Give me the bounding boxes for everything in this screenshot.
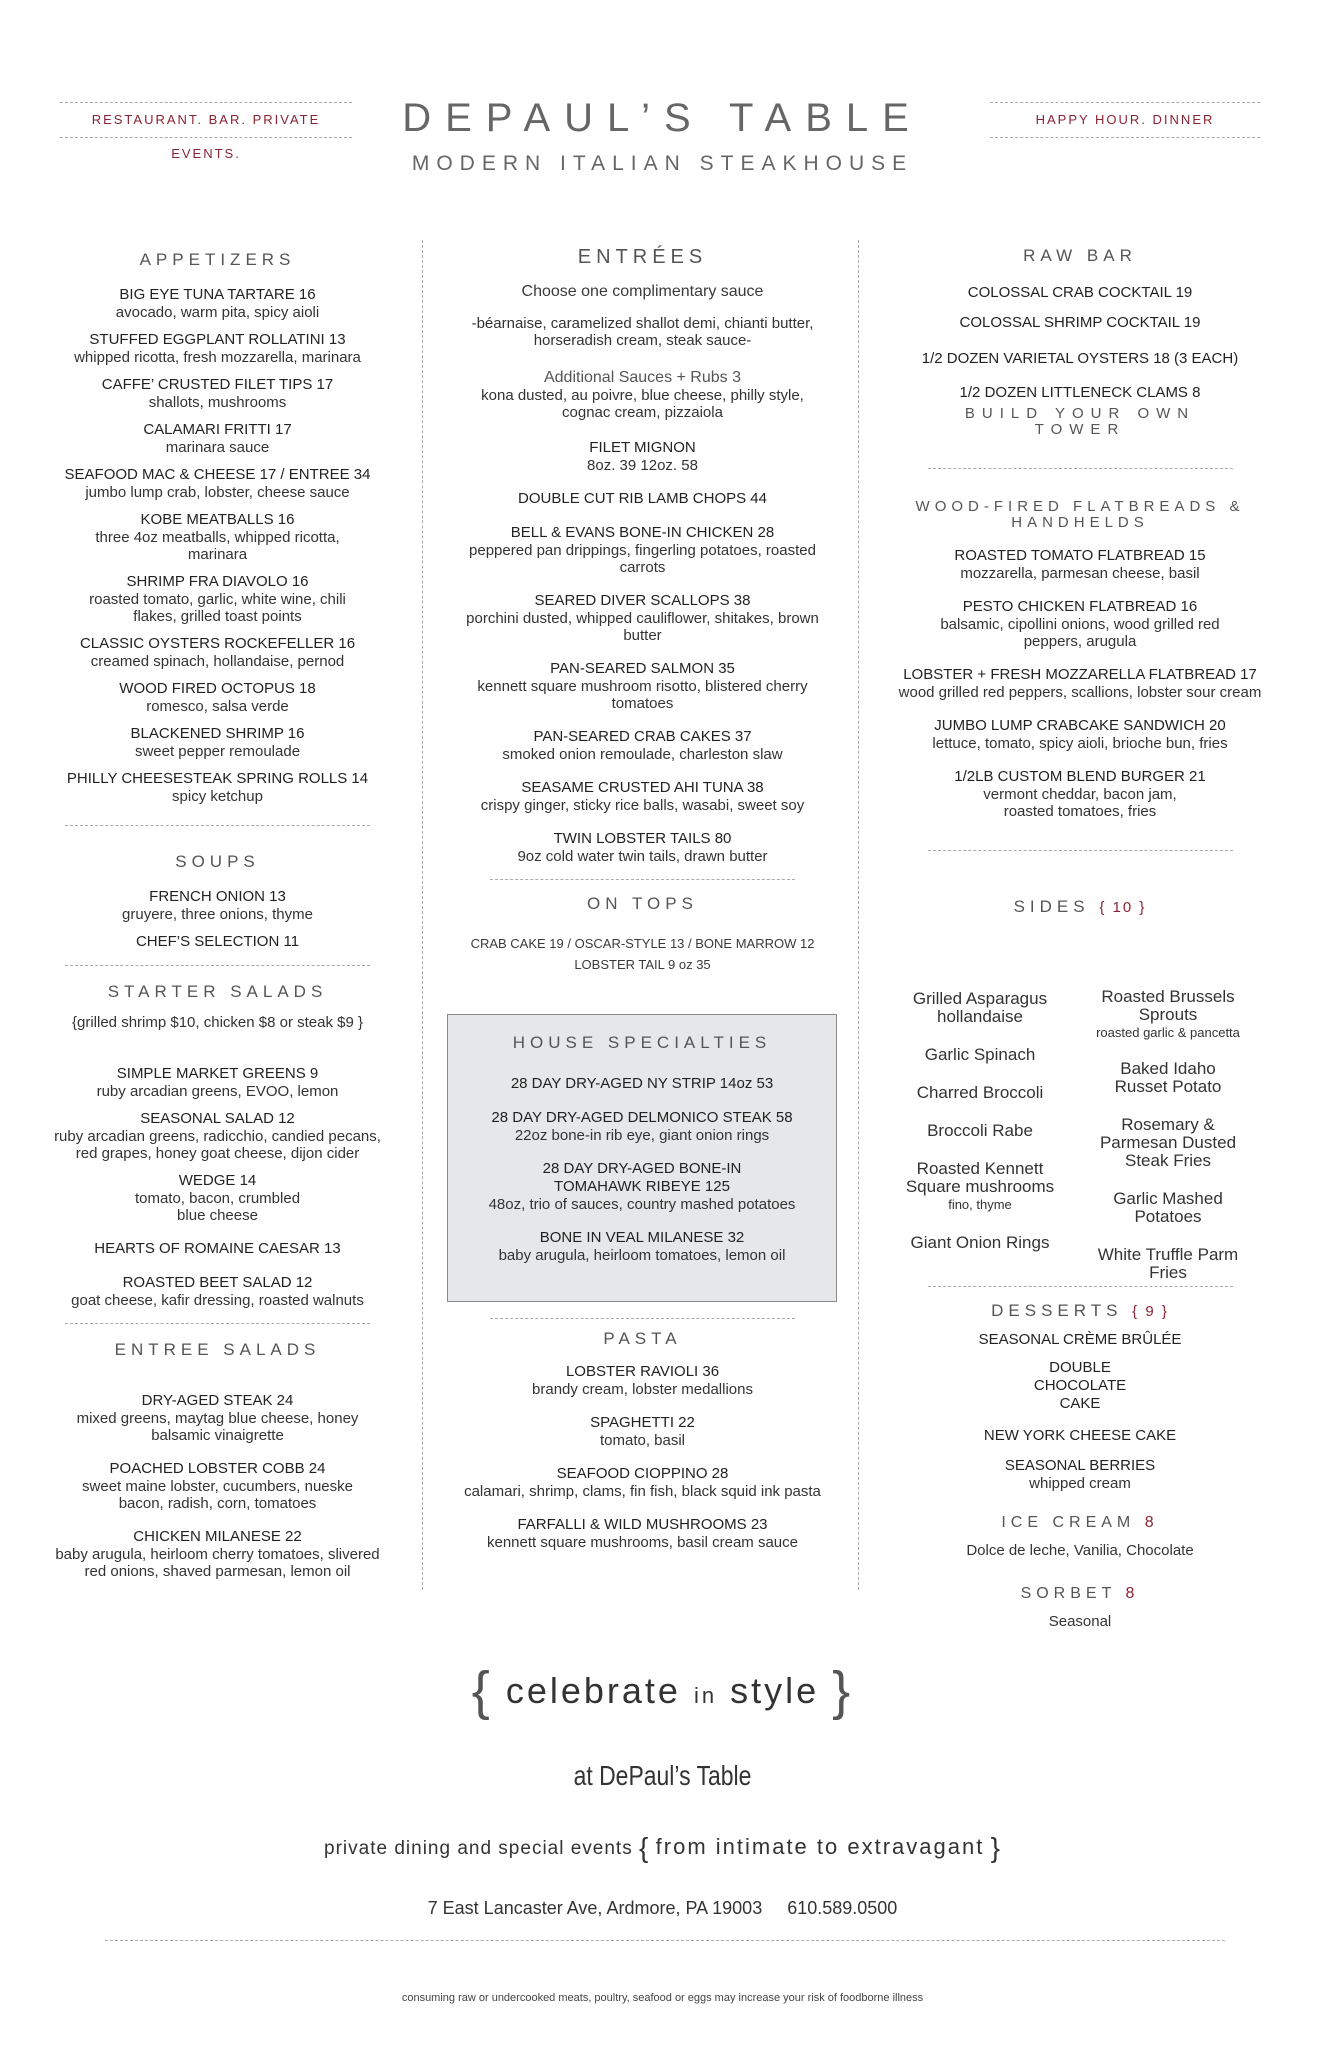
menu-item [50, 680, 385, 715]
item-desc: roasted tomato, garlic, white wine, chili flakes, grilled toast points [89, 591, 346, 625]
private-dining-line [0, 1832, 1325, 1864]
menu-item [50, 635, 385, 670]
restaurant-subtitle: MODERN ITALIAN STEAKHOUSE [411, 152, 914, 175]
item-desc: smoked onion remoulade, charleston slaw [502, 746, 783, 763]
private-dining-text: private dining and special events [324, 1838, 633, 1859]
style-word: style [730, 1670, 820, 1711]
soups-heading: SOUPS [175, 852, 260, 871]
item-name: CHICKEN MILANESE 22 [133, 1528, 302, 1545]
item-name: WOOD FIRED OCTOPUS 18 [119, 680, 316, 697]
side-name: Charred Broccoli [916, 1083, 1044, 1102]
item-desc: 9oz cold water twin tails, drawn butter [517, 848, 768, 865]
item-desc: kennett square mushroom risotto, blistered cherry tomatoes [477, 678, 808, 712]
menu-item [50, 331, 385, 366]
item-desc: shallots, mushrooms [148, 394, 287, 411]
pasta-section [460, 1318, 825, 1551]
sides-heading: SIDES [1013, 897, 1090, 916]
middle-column [460, 246, 825, 972]
menu-item [460, 1414, 825, 1449]
item-name: SEAFOOD MAC & CHEESE 17 / ENTREE 34 [64, 466, 371, 483]
item-desc: calamari, shrimp, clams, fin fish, black squid ink pasta [464, 1483, 821, 1500]
item-name: SIMPLE MARKET GREENS 9 [116, 1065, 319, 1082]
side-name: Roasted Brussels Sprouts [1101, 987, 1235, 1024]
appetizers-heading: APPETIZERS [139, 250, 296, 269]
menu-item [895, 314, 1265, 332]
restaurant-title: DEPAUL’S TABLE [402, 96, 923, 140]
item-name: PESTO CHICKEN FLATBREAD 16 [962, 598, 1198, 615]
item-name: 28 DAY DRY-AGED DELMONICO STEAK 58 [491, 1109, 793, 1126]
side-name: Roasted Kennett Square mushrooms [905, 1159, 1055, 1196]
salad-addon-note: {grilled shrimp $10, chicken $8 or steak $9 } [72, 1014, 363, 1031]
side-item [1078, 1190, 1258, 1226]
item-name: PAN-SEARED SALMON 35 [550, 660, 735, 677]
on-tops-line: CRAB CAKE 19 / OSCAR-STYLE 13 / BONE MARROW 12 [470, 936, 815, 951]
item-desc: lettuce, tomato, spicy aioli, brioche bun, fries [932, 735, 1228, 752]
tagline-text: from intimate to extravagant [655, 1834, 985, 1859]
entree-salads-heading: ENTREE SALADS [114, 1340, 321, 1359]
side-item [1078, 1116, 1258, 1170]
footer-divider [105, 1940, 1225, 1941]
item-name: ROASTED TOMATO FLATBREAD 15 [954, 547, 1206, 564]
item-name: COLOSSAL SHRIMP COCKTAIL 19 [959, 314, 1201, 331]
menu-item [50, 466, 385, 501]
menu-item [460, 1363, 825, 1398]
section-divider [928, 1286, 1233, 1287]
menu-item [895, 384, 1265, 402]
menu-item [460, 439, 825, 474]
item-name: SEASONAL BERRIES [1004, 1457, 1156, 1474]
item-desc: kennett square mushrooms, basil cream sauce [487, 1534, 798, 1551]
sorbet-heading: SORBET [1020, 1585, 1117, 1602]
menu-item [895, 284, 1265, 302]
tagline-right: HAPPY HOUR. DINNER [990, 102, 1260, 138]
item-desc: sweet maine lobster, cucumbers, nueske bacon, radish, corn, tomatoes [82, 1478, 353, 1512]
menu-item [460, 1516, 825, 1551]
side-name: Rosemary & Parmesan Dusted Steak Fries [1099, 1115, 1237, 1170]
starter-salads-heading: STARTER SALADS [107, 982, 328, 1001]
side-name: Garlic Mashed Potatoes [1113, 1189, 1223, 1226]
menu-item [50, 1065, 385, 1100]
item-name: WEDGE 14 [178, 1172, 257, 1189]
item-name: HEARTS OF ROMAINE CAESAR 13 [94, 1240, 341, 1257]
ice-cream-heading: ICE CREAM [1001, 1514, 1136, 1531]
section-divider [490, 1318, 795, 1319]
section-divider [490, 879, 795, 880]
item-name: BIG EYE TUNA TARTARE 16 [119, 286, 316, 303]
sauce-list: -béarnaise, caramelized shallot demi, chianti butter, horseradish cream, steak sauce- [471, 315, 814, 349]
menu-item [460, 592, 825, 644]
item-name: BELL & EVANS BONE-IN CHICKEN 28 [510, 524, 775, 541]
on-tops-line: LOBSTER TAIL 9 oz 35 [574, 957, 711, 972]
menu-item [448, 1075, 836, 1093]
column-divider [422, 240, 423, 1590]
sides-price: { 10 } [1099, 899, 1147, 916]
side-note: fino, thyme [948, 1197, 1012, 1212]
menu-item [448, 1109, 836, 1144]
menu-item [460, 830, 825, 865]
item-name: ROASTED BEET SALAD 12 [122, 1274, 313, 1291]
menu-item [895, 1331, 1265, 1349]
item-name: 1/2 DOZEN LITTLENECK CLAMS 8 [959, 384, 1201, 401]
item-desc: crispy ginger, sticky rice balls, wasabi, sweet soy [480, 797, 805, 814]
left-column [50, 250, 385, 1580]
tagline-left: RESTAURANT. BAR. PRIVATE EVENTS. [60, 102, 352, 138]
section-divider [65, 965, 370, 966]
menu-item [895, 666, 1265, 701]
brace-open: { [639, 1832, 650, 1863]
menu-item [50, 888, 385, 923]
flatbreads-heading: WOOD-FIRED FLATBREADS & HANDHELDS [915, 498, 1245, 531]
item-name: CAFFE’ CRUSTED FILET TIPS 17 [101, 376, 334, 393]
item-desc: three 4oz meatballs, whipped ricotta, marinara [95, 529, 340, 563]
menu-item [895, 768, 1265, 820]
menu-item [50, 511, 385, 563]
brace-close: } [832, 1661, 854, 1721]
menu-item [50, 1110, 385, 1162]
item-name: TWIN LOBSTER TAILS 80 [553, 830, 732, 847]
side-item [1078, 988, 1258, 1042]
item-name: DRY-AGED STEAK 24 [141, 1392, 294, 1409]
item-desc: ruby arcadian greens, radicchio, candied pecans, red grapes, honey goat cheese, dijon cider [54, 1128, 381, 1162]
menu-item [895, 717, 1265, 752]
side-item [890, 990, 1070, 1026]
item-desc: ruby arcadian greens, EVOO, lemon [96, 1083, 339, 1100]
item-name: SPAGHETTI 22 [590, 1414, 695, 1431]
item-name: BONE IN VEAL MILANESE 32 [539, 1229, 745, 1246]
item-desc: baby arugula, heirloom cherry tomatoes, slivered red onions, shaved parmesan, lemon oil [55, 1546, 380, 1580]
celebrate-word: celebrate [505, 1670, 681, 1711]
item-name: KOBE MEATBALLS 16 [140, 511, 295, 528]
on-tops-heading: ON TOPS [587, 894, 698, 913]
item-name: DOUBLE CUT RIB LAMB CHOPS 44 [518, 490, 767, 507]
item-desc: porchini dusted, whipped cauliflower, shitakes, brown butter [466, 610, 819, 644]
additional-sauces-desc: kona dusted, au poivre, blue cheese, philly style, cognac cream, pizzaiola [481, 387, 804, 421]
item-desc: vermont cheddar, bacon jam, roasted tomatoes, fries [983, 786, 1177, 820]
item-desc: sweet pepper remoulade [134, 743, 301, 760]
section-divider [928, 850, 1233, 851]
menu-item [460, 660, 825, 712]
item-desc: creamed spinach, hollandaise, pernod [90, 653, 345, 670]
item-desc: gruyere, three onions, thyme [122, 906, 313, 923]
in-word: in [693, 1683, 718, 1708]
sides-heading-row [895, 897, 1265, 917]
desserts-heading: DESSERTS [991, 1301, 1123, 1320]
item-name: SEAFOOD CIOPPINO 28 [556, 1465, 729, 1482]
item-desc: 22oz bone-in rib eye, giant onion rings [514, 1127, 770, 1144]
side-note: roasted garlic & pancetta [1096, 1025, 1240, 1040]
section-divider [928, 468, 1233, 469]
item-name: SEASONAL SALAD 12 [140, 1110, 295, 1127]
ice-cream-row [895, 1514, 1265, 1532]
item-desc: goat cheese, kafir dressing, roasted walnuts [71, 1292, 364, 1309]
brace-open: { [471, 1661, 493, 1721]
at-depauls: at DePaul’s Table [573, 1760, 752, 1791]
menu-item [895, 350, 1265, 368]
food-safety-disclaimer: consuming raw or undercooked meats, poultry, seafood or eggs may increase your risk of foodborne illness [401, 1992, 924, 2004]
menu-item [895, 598, 1265, 650]
menu-item [460, 1465, 825, 1500]
side-name: Baked Idaho Russet Potato [1114, 1059, 1222, 1096]
item-name: SEARED DIVER SCALLOPS 38 [534, 592, 751, 609]
item-name: 1/2 DOZEN VARIETAL OYSTERS 18 (3 EACH) [921, 350, 1239, 367]
column-divider [858, 240, 859, 1590]
right-column [895, 246, 1265, 917]
menu-item [50, 770, 385, 805]
item-name: SEASAME CRUSTED AHI TUNA 38 [521, 779, 764, 796]
menu-item [895, 1359, 1265, 1413]
additional-sauces: Additional Sauces + Rubs 3 [543, 369, 741, 386]
item-name: SEASONAL CRÈME BRÛLÉE [978, 1331, 1182, 1348]
sorbet-row [895, 1585, 1265, 1603]
item-desc: peppered pan drippings, fingerling potatoes, roasted carrots [469, 542, 816, 576]
item-name: LOBSTER RAVIOLI 36 [565, 1363, 720, 1380]
sorbet-price: 8 [1125, 1585, 1140, 1602]
menu-item [460, 728, 825, 763]
item-name: 28 DAY DRY-AGED BONE-IN TOMAHAWK RIBEYE 125 [542, 1160, 742, 1195]
item-name: CALAMARI FRITTI 17 [143, 421, 292, 438]
item-desc: 8oz. 39 12oz. 58 [587, 457, 698, 474]
item-desc: spicy ketchup [172, 788, 263, 805]
item-name: BLACKENED SHRIMP 16 [130, 725, 305, 742]
appetizers-list [50, 286, 385, 805]
menu-item [50, 933, 385, 951]
menu-item [50, 421, 385, 456]
menu-item [50, 1240, 385, 1258]
desserts-price: { 9 } [1132, 1303, 1169, 1320]
menu-item [50, 1274, 385, 1309]
item-desc: avocado, warm pita, spicy aioli [115, 304, 320, 321]
item-name: PHILLY CHEESESTEAK SPRING ROLLS 14 [66, 770, 369, 787]
item-name: COLOSSAL CRAB COCKTAIL 19 [967, 284, 1193, 301]
item-name: POACHED LOBSTER COBB 24 [109, 1460, 326, 1477]
item-name: DOUBLE CHOCOLATE CAKE [1033, 1359, 1127, 1412]
menu-item [895, 1427, 1265, 1445]
side-name: Giant Onion Rings [910, 1233, 1050, 1252]
item-desc: tomato, basil [599, 1432, 686, 1449]
side-name: White Truffle Parm Fries [1097, 1245, 1239, 1282]
menu-item [448, 1229, 836, 1264]
menu-item [460, 779, 825, 814]
item-desc: whipped ricotta, fresh mozzarella, marinara [74, 349, 361, 366]
ice-cream-flavors: Dolce de leche, Vanilia, Chocolate [966, 1542, 1194, 1559]
desserts-section [895, 1286, 1265, 1630]
side-item [890, 1160, 1070, 1214]
menu-item [50, 1460, 385, 1512]
item-name: STUFFED EGGPLANT ROLLATINI 13 [89, 331, 346, 348]
item-desc: mozzarella, parmesan cheese, basil [960, 565, 1200, 582]
item-name: SHRIMP FRA DIAVOLO 16 [126, 573, 309, 590]
ice-cream-price: 8 [1144, 1514, 1159, 1531]
section-divider [65, 1323, 370, 1324]
item-name: FARFALLI & WILD MUSHROOMS 23 [517, 1516, 768, 1533]
menu-item [460, 524, 825, 576]
house-specialties-box [447, 1014, 837, 1302]
side-item [890, 1084, 1070, 1102]
item-desc: mixed greens, maytag blue cheese, honey balsamic vinaigrette [76, 1410, 359, 1444]
item-desc: brandy cream, lobster medallions [532, 1381, 753, 1398]
item-name: CHEF’S SELECTION 11 [135, 933, 300, 950]
build-tower-heading: BUILD YOUR OWN TOWER [964, 405, 1196, 438]
item-desc: wood grilled red peppers, scallions, lobster sour cream [898, 684, 1262, 701]
celebrate-banner [0, 1660, 1325, 1722]
side-item [1078, 1060, 1258, 1096]
raw-bar-heading: RAW BAR [1023, 246, 1137, 265]
item-name: PAN-SEARED CRAB CAKES 37 [533, 728, 752, 745]
item-desc: romesco, salsa verde [146, 698, 289, 715]
side-name: Garlic Spinach [924, 1045, 1036, 1064]
item-name: 28 DAY DRY-AGED NY STRIP 14oz 53 [510, 1075, 774, 1092]
sorbet-desc: Seasonal [1048, 1613, 1112, 1630]
menu-item [50, 573, 385, 625]
menu-item [460, 490, 825, 508]
section-divider [65, 825, 370, 826]
item-desc: balsamic, cipollini onions, wood grilled red peppers, arugula [940, 616, 1220, 650]
item-desc: marinara sauce [165, 439, 270, 456]
item-desc: whipped cream [1029, 1475, 1131, 1492]
item-name: FILET MIGNON [589, 439, 696, 456]
item-name: FRENCH ONION 13 [149, 888, 286, 905]
side-item [890, 1122, 1070, 1140]
menu-item [895, 1457, 1265, 1492]
side-name: Grilled Asparagus hollandaise [912, 989, 1048, 1026]
menu-item [50, 286, 385, 321]
item-desc: jumbo lump crab, lobster, cheese sauce [85, 484, 350, 501]
side-item [1078, 1246, 1258, 1282]
brace-close: } [990, 1832, 1001, 1863]
desserts-heading-row [895, 1301, 1265, 1321]
item-desc: 48oz, trio of sauces, country mashed potatoes [488, 1196, 796, 1213]
menu-item [50, 1528, 385, 1580]
house-specialties-heading: HOUSE SPECIALTIES [512, 1033, 772, 1052]
item-name: 1/2LB CUSTOM BLEND BURGER 21 [954, 768, 1206, 785]
side-item [890, 1234, 1070, 1252]
menu-item [448, 1160, 836, 1213]
sauce-intro: Choose one complimentary sauce [521, 283, 764, 300]
menu-item [895, 547, 1265, 582]
address-line: 7 East Lancaster Ave, Ardmore, PA 19003 610.589.0500 [427, 1898, 898, 1918]
item-name: LOBSTER + FRESH MOZZARELLA FLATBREAD 17 [903, 666, 1257, 683]
menu-item [50, 1392, 385, 1444]
item-name: NEW YORK CHEESE CAKE [983, 1427, 1177, 1444]
item-desc: baby arugula, heirloom tomatoes, lemon oil [498, 1247, 786, 1264]
side-item [890, 1046, 1070, 1064]
item-name: JUMBO LUMP CRABCAKE SANDWICH 20 [934, 717, 1226, 734]
menu-item [50, 1172, 385, 1224]
entrees-heading: ENTRÉES [577, 246, 708, 268]
pasta-heading: PASTA [603, 1329, 682, 1348]
item-name: CLASSIC OYSTERS ROCKEFELLER 16 [79, 635, 356, 652]
side-name: Broccoli Rabe [927, 1121, 1033, 1140]
menu-item [50, 725, 385, 760]
menu-item [50, 376, 385, 411]
item-desc: tomato, bacon, crumbled blue cheese [134, 1190, 301, 1224]
